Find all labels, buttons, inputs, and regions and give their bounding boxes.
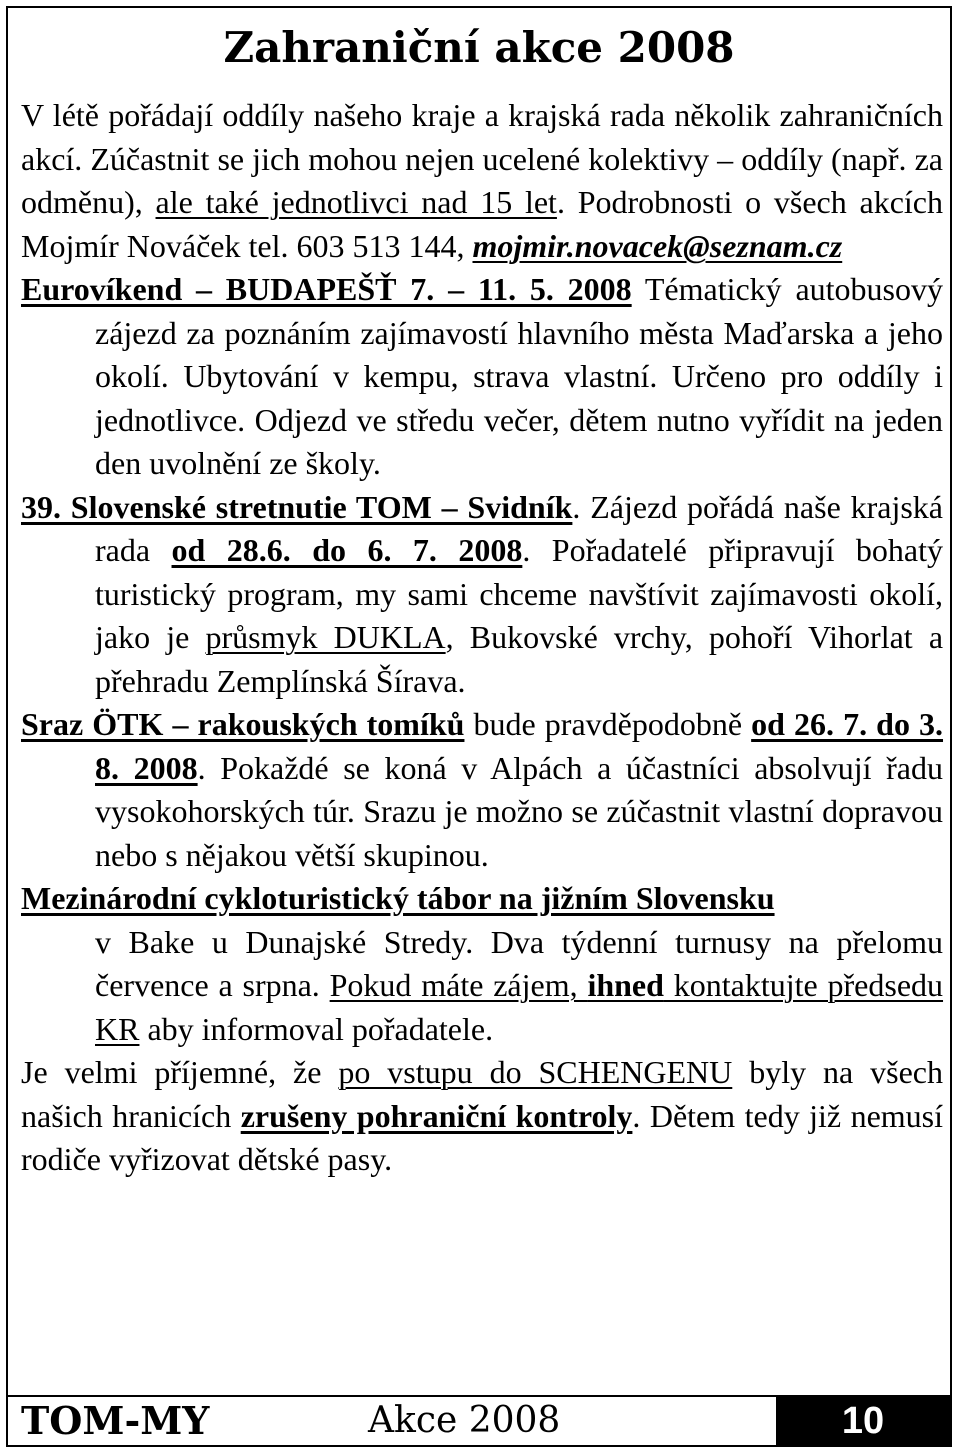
- event-cyklo-heading-line: [21, 877, 943, 921]
- event-svidnik-heading: 39. Slovenské stretnutie TOM – Svidník: [21, 488, 573, 525]
- border-controls-emphasis: zrušeny pohraniční kontroly: [240, 1097, 633, 1134]
- page-number: 10: [776, 1397, 950, 1445]
- event-budapest-heading: Eurovíkend – BUDAPEŠŤ 7. – 11. 5. 2008: [21, 271, 632, 307]
- event-svidnik: 39. Slovenské stretnutie TOM – Svidník. Zájezd pořádá naše krajská rada od 28.6. do 6. 7. 2008. Pořadatelé připravují bohatý turistický program, my sami chceme navštívit zajímavosti okolí, jako je průsmyk DUKLA, Bukovské vrchy, pohoří Vihorlat a přehradu Zemplínská Šírava.: [21, 488, 944, 699]
- footer-section: Akce 2008: [368, 1400, 561, 1441]
- document-page: [6, 6, 952, 1447]
- event-cyklo-heading: Mezinárodní cykloturistický tábor na jižním Slovensku: [21, 880, 775, 916]
- highlight-individuals: ale také jednotlivci nad 15 let: [155, 184, 557, 220]
- footer-brand: TOM-MY: [21, 1398, 210, 1443]
- event-svidnik-dates: od 28.6. do 6. 7. 2008: [171, 532, 523, 568]
- dukla-pass: průsmyk DUKLA: [205, 619, 446, 655]
- email-link[interactable]: mojmir.novacek@seznam.cz: [472, 227, 843, 264]
- article-body: [21, 94, 943, 1182]
- schengen-paragraph: Je velmi příjemné, že po vstupu do SCHENGENU byly na všech našich hranicích zrušeny pohraniční kontroly. Dětem tedy již nemusí rodiče vyřizovat dětské pasy.: [21, 1054, 944, 1177]
- ihned-emphasis: ihned: [587, 967, 664, 1003]
- page-title: Zahraniční akce 2008: [223, 23, 735, 72]
- event-budapest: Eurovíkend – BUDAPEŠŤ 7. – 11. 5. 2008 Tématický autobusový zájezd za poznáním zajímavostí hlavního města Maďarska a jeho okolí. Ubytování v kempu, strava vlastní. Určeno pro oddíly i jednotlivce. Odjezd ve středu večer, dětem nutno vyřídit na jeden den uvolnění ze školy.: [21, 271, 944, 481]
- event-otk-dates: od 26. 7. do 3. 8. 2008: [95, 706, 944, 786]
- event-cyklo: v Bake u Dunajské Stredy. Dva týdenní turnusy na přelomu července a srpna. Pokud máte zájem, ihned kontaktujte předsedu KR aby informoval pořadatele.: [95, 923, 944, 1047]
- intro-paragraph: V létě pořádají oddíly našeho kraje a krajská rada několik zahraničních akcí. Zúčastnit se jich mohou nejen ucelené kolektivy – oddíly (např. za odměnu), ale také jednotlivci nad 15 let. Podrobnosti o všech akcích Mojmír Nováček tel. 603 513 144, mojmir.novacek@seznam.cz: [21, 97, 944, 264]
- event-otk: Sraz ÖTK – rakouských tomíků bude pravděpodobně od 26. 7. do 3. 8. 2008. Pokaždé se koná v Alpách a účastníci absolvují řadu vysokohorských túr. Srazu je možno se zúčastnit vlastní dopravou nebo s nějakou větší skupinou.: [21, 706, 944, 873]
- event-otk-heading: Sraz ÖTK – rakouských tomíků: [21, 706, 465, 742]
- page-footer: [8, 1395, 950, 1445]
